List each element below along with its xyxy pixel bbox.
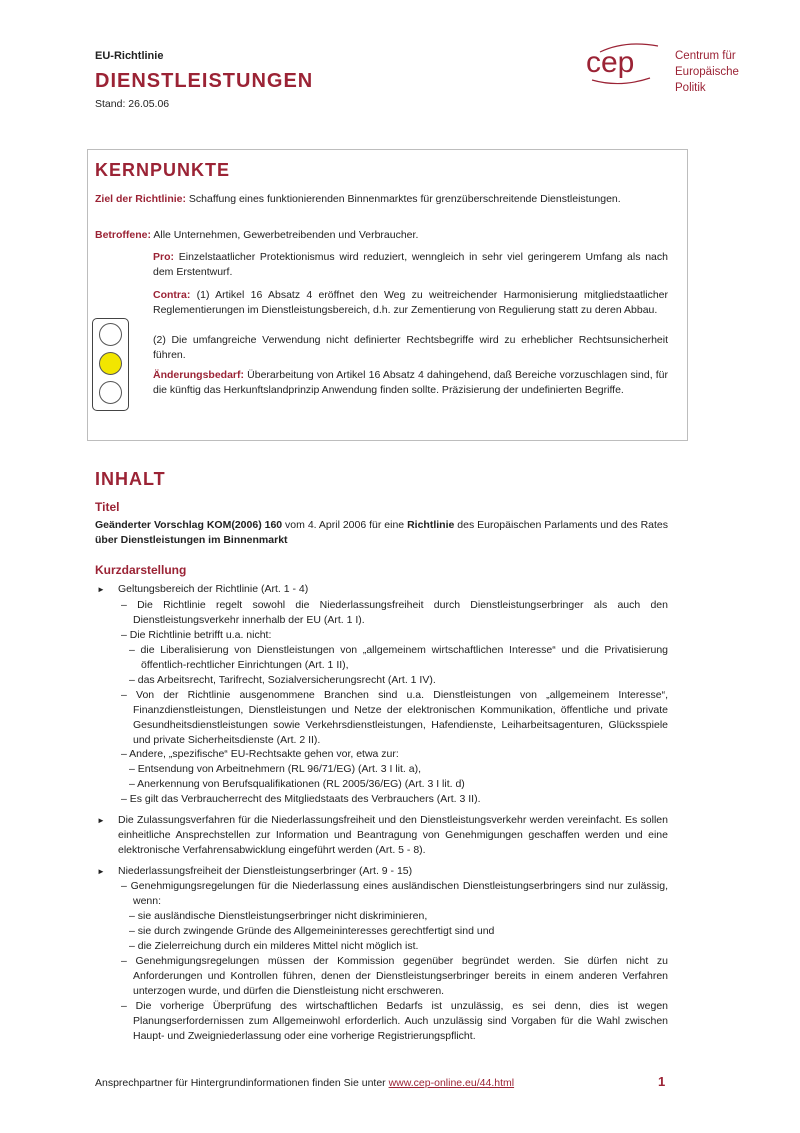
list-subitem: – Die Richtlinie betrifft u.a. nicht:	[121, 629, 272, 641]
list-subitem: – Die Richtlinie regelt sowohl die Niederlassungsfreiheit durch Dienstleistungserbringer als auch den Dienstleistungsverkehr innerhalb der EU (Art. 1 I).	[121, 599, 668, 626]
logo-text: cep	[586, 46, 635, 79]
list-subsubitem: – die Zielerreichung durch ein milderes Mittel nicht möglich ist.	[129, 940, 419, 952]
org-line: Politik	[675, 82, 706, 94]
org-line: Europäische	[675, 66, 739, 78]
pro-text: Einzelstaatlicher Protektionismus wird reduziert, wenngleich in sehr viel geringerem Umfang als nach dem Erstentwurf.	[153, 251, 668, 278]
list-subsubitem: – Entsendung von Arbeitnehmern (RL 96/71/EG) (Art. 3 I lit. a),	[129, 763, 422, 775]
list-subsubitem: – das Arbeitsrecht, Tarifrecht, Sozialversicherungsrecht (Art. 1 IV).	[129, 674, 436, 686]
list-item: Niederlassungsfreiheit der Dienstleistungserbringer (Art. 9 - 15)	[118, 865, 413, 877]
proposal-ref: Geänderter Vorschlag KOM(2006) 160	[95, 519, 283, 531]
bullet-icon: ►	[97, 867, 105, 876]
document-date: Stand: 26.05.06	[95, 98, 170, 110]
list-subitem: – Die vorherige Überprüfung des wirtschaftlichen Bedarfs ist unzulässig, es sei denn, dies ist wegen Planungserfordernissen zum Allgemeinwohl erforderlich. Auch unzulässig sind Vorgaben für die Wahl zwischen Haupt- und Zweigniederlassung oder eine vorherige Registrierungspflicht.	[121, 1000, 668, 1042]
title-text: vom 4. April 2006 für eine	[282, 519, 408, 531]
contra-paragraph-2	[153, 333, 668, 363]
list-item: Geltungsbereich der Richtlinie (Art. 1 - 4)	[118, 583, 309, 595]
document-title: DIENSTLEISTUNGEN	[95, 70, 314, 92]
bullet-icon: ►	[97, 816, 105, 825]
title-paragraph	[95, 518, 668, 548]
traffic-light-yellow-on	[99, 352, 122, 375]
list-subsubitem: – sie durch zwingende Gründe des Allgemeininteresses gerechtfertigt sind und	[129, 925, 495, 937]
goal-label: Ziel der Richtlinie:	[95, 193, 187, 205]
traffic-light-red-off	[99, 323, 122, 346]
summary-subheading: Kurzdarstellung	[95, 563, 187, 577]
title-text: des Europäischen Parlaments und des Rates	[454, 519, 668, 531]
title-bold: über Dienstleistungen im Binnenmarkt	[95, 534, 288, 546]
affected-paragraph	[95, 228, 668, 243]
organization-name	[675, 48, 739, 96]
contra-paragraph	[153, 288, 668, 318]
pro-label: Pro:	[153, 251, 174, 263]
list-subsubitem: – die Liberalisierung von Dienstleistungen von „allgemeinem wirtschaftlichen Interesse“ und die Privatisierung öffentlich-rechtlicher Einrichtungen (Art. 1 II),	[129, 644, 668, 671]
title-bold: Richtlinie	[407, 519, 455, 531]
pro-paragraph	[153, 250, 668, 280]
footer-contact	[95, 1077, 514, 1089]
goal-paragraph	[95, 192, 668, 207]
list-item: Die Zulassungsverfahren für die Niederlassungsfreiheit und den Dienstleistungsverkehr werden vereinfacht. Es sollen einheitliche Ansprechstellen zur Information und Beantragung von Genehmigungen geschaffen werden und eine elektronische Verfahrensabwicklung eingeführt werden (Art. 5 - 8).	[118, 814, 668, 856]
bullet-icon: ►	[97, 585, 105, 594]
goal-text: Schaffung eines funktionierenden Binnenmarktes für grenzüberschreitende Dienstleistungen.	[186, 193, 621, 205]
footer-text: Ansprechpartner für Hintergrundinformationen finden Sie unter	[95, 1077, 389, 1089]
list-subitem: – Genehmigungsregelungen für die Niederlassung eines ausländischen Dienstleistungserbringers sind nur zulässig, wenn:	[121, 880, 668, 907]
affected-text: Alle Unternehmen, Gewerbetreibenden und Verbraucher.	[151, 229, 419, 241]
cep-logo	[580, 38, 670, 88]
contra-text-1: (1) Artikel 16 Absatz 4 eröffnet den Weg zu weitreichender Harmonisierung mitgliedstaatlicher Reglementierungen im Dienstleistungsbereich, d.h. zur Zementierung von Regulierung statt zu deren Abbau.	[153, 289, 668, 316]
change-text: Überarbeitung von Artikel 16 Absatz 4 dahingehend, daß Bereiche vorzuschlagen sind, für die künftig das Herkunftslandprinzip Anwendung finden sollte. Präzisierung der undefinierten Begriffe.	[153, 369, 668, 396]
list-subitem: – Es gilt das Verbraucherrecht des Mitgliedstaats des Verbrauchers (Art. 3 II).	[121, 793, 481, 805]
affected-label: Betroffene:	[95, 229, 152, 241]
key-points-heading: KERNPUNKTE	[95, 160, 231, 180]
list-subitem: – Genehmigungsregelungen müssen der Kommission gegenüber begründet werden. Sie dürfen nicht zu Anforderungen und Kontrollen führen, denen der Dienstleistungserbringer bereits in einem anderen Verfahren unterzogen wurde, und dürfen die Dienstleistung nicht erschweren.	[121, 955, 668, 997]
org-line: Centrum für	[675, 50, 736, 62]
contra-label: Contra:	[153, 289, 191, 301]
footer-link[interactable]: www.cep-online.eu/44.html	[388, 1077, 515, 1089]
page-number: 1	[658, 1074, 666, 1089]
traffic-light-icon	[92, 318, 129, 411]
list-subsubitem: – sie ausländische Dienstleistungserbringer nicht diskriminieren,	[129, 910, 428, 922]
change-paragraph	[153, 368, 668, 398]
content-heading: INHALT	[95, 469, 166, 489]
title-subheading: Titel	[95, 500, 120, 514]
list-subitem: – Von der Richtlinie ausgenommene Branchen sind u.a. Dienstleistungen von „allgemeinem Interesse“, Finanzdienstleistungen, Dienstleistungen und Netze der elektronischen Kommunikation, öffentliche und private Gesundheitsdienstleistungen sowie Verkehrsdienstleistungen, Hafendienste, Leiharbeitsagenturen, Glücksspiele und private Sicherheitsdienste (Art. 2 II).	[121, 689, 668, 746]
list-subitem: – Andere, „spezifische“ EU-Rechtsakte gehen vor, etwa zur:	[121, 748, 399, 760]
traffic-light-green-off	[99, 381, 122, 404]
document-type-label: EU-Richtlinie	[95, 50, 164, 62]
change-label: Änderungsbedarf:	[153, 369, 245, 381]
list-subsubitem: – Anerkennung von Berufsqualifikationen (RL 2005/36/EG) (Art. 3 I lit. d)	[129, 778, 465, 790]
contra-text-2: (2) Die umfangreiche Verwendung nicht definierter Rechtsbegriffe wird zu erheblicher Rechtsunsicherheit führen.	[153, 334, 668, 361]
